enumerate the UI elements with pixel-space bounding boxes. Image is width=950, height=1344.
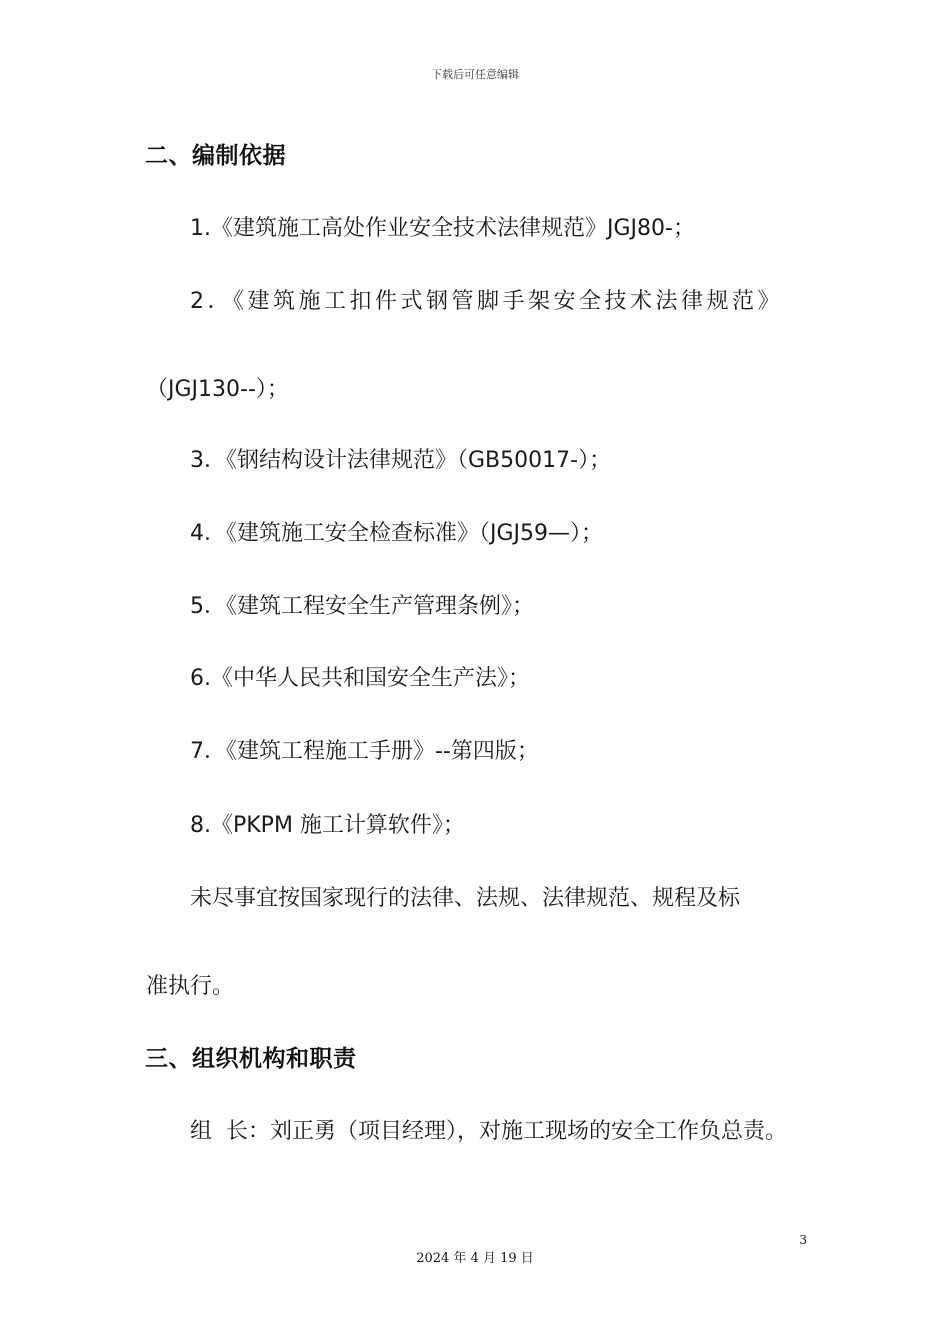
basis-item-8: 8.《PKPM 施工计算软件》；: [190, 813, 465, 838]
basis-item-3: 3．《钢结构设计法律规范》（GB50017-）；: [190, 448, 612, 473]
basis-item-7: 7．《建筑工程施工手册》--第四版；: [190, 739, 539, 764]
page-header: 下载后可任意编辑: [431, 68, 519, 81]
page-footer-date: 2024 年 4 月 19 日: [416, 1251, 534, 1266]
basis-item-2-continued: （JGJ130--）；: [146, 377, 289, 402]
basis-item-2: 2．《建筑施工扣件式钢管脚手架安全技术法律规范》: [190, 289, 783, 314]
basis-item-4: 4．《建筑施工安全检查标准》（JGJ59—）；: [190, 521, 604, 546]
page-number: 3: [799, 1233, 807, 1247]
basis-note-continued: 准执行。: [146, 974, 235, 999]
basis-note: 未尽事宜按国家现行的法律、法规、法律规范、规程及标: [190, 886, 741, 911]
leader-line: 组 长：刘正勇（项目经理），对施工现场的安全工作负总责。: [190, 1119, 787, 1144]
basis-item-1: 1.《建筑施工高处作业安全技术法律规范》JGJ80-；: [190, 216, 695, 241]
section-heading-organization: 三、组织机构和职责: [145, 1046, 357, 1072]
basis-item-5: 5．《建筑工程安全生产管理条例》；: [190, 594, 534, 619]
basis-item-6: 6.《中华人民共和国安全生产法》；: [190, 666, 530, 691]
section-heading-basis: 二、编制依据: [145, 143, 286, 169]
